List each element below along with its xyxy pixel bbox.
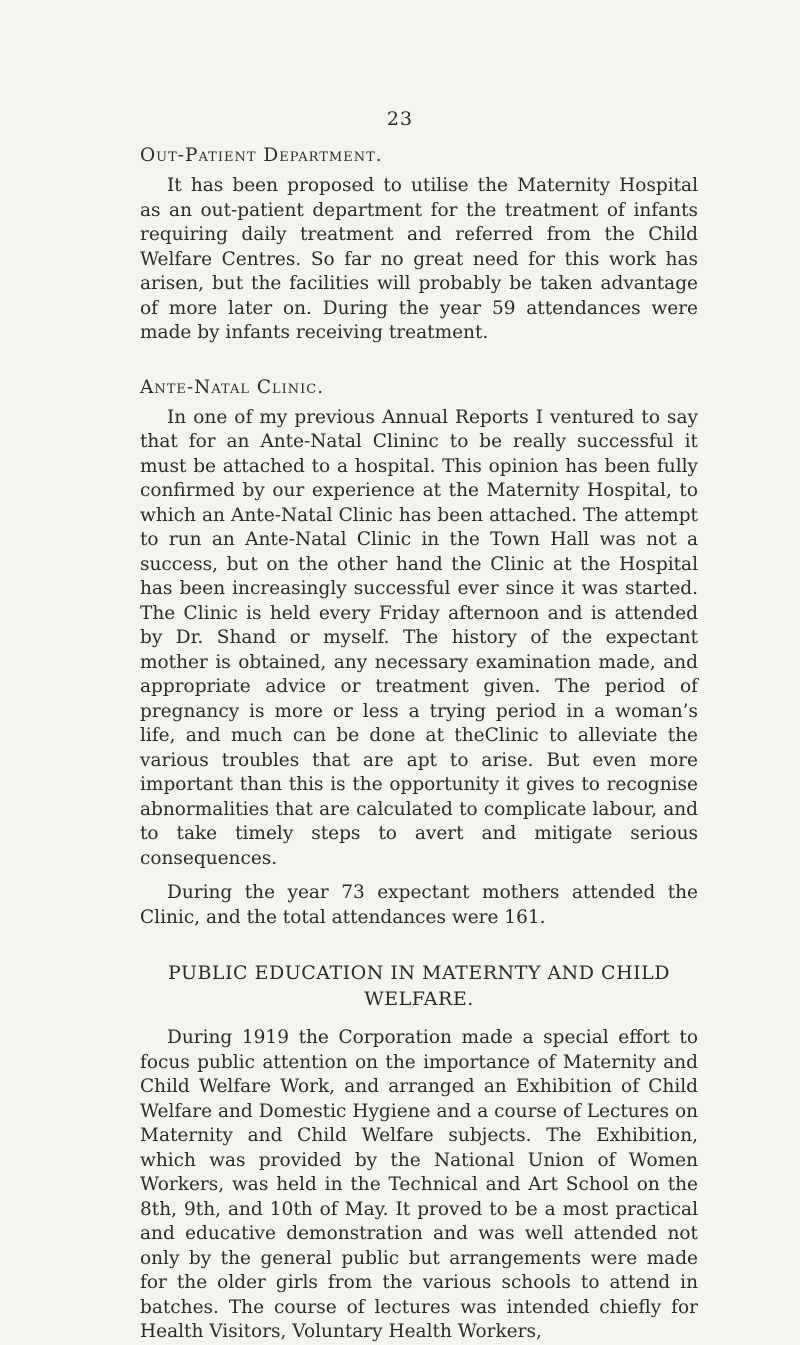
- paragraph: During the year 73 expectant mothers attended the Clinic, and the total attendances were 161.: [140, 882, 698, 928]
- section-ante-natal: [140, 374, 698, 931]
- paragraph: It has been proposed to utilise the Maternity Hospital as an out-patient department for the treatment of infants requiring daily treatment and referred from the Child Welfare Centres. So far no great need for this work has arisen, but the facilities will probably be taken advantage of more later on. During the year 59 attendances were made by infants receiving treatment.: [140, 175, 698, 343]
- page-number: 23: [386, 108, 414, 130]
- paragraph: In one of my previous Annual Reports I ventured to say that for an Ante-Natal Clininc to be really successful it must be attached to a hospital. This opinion has been fully confirmed by our experience at the Maternity Hospital, to which an Ante-Natal Clinic has been attached. The attempt to run an Ante-Natal Clinic in the Town Hall was not a success, but on the other hand the Clinic at the Hospital has been increasingly successful ever since it was started. The Clinic is held every Friday afternoon and is attended by Dr. Shand or myself. The history of the expectant mother is obtained, any necessary examination made, and appropriate advice or treatment given. The period of pregnancy is more or less a trying period in a woman’s life, and much can be done at theClinic to alleviate the various troubles that are apt to arise. But even more important than this is the opportunity it gives to recognise abnormalities that are calculated to complicate labour, and to take timely steps to avert and mitigate serious consequences.: [140, 406, 698, 869]
- spacer: [140, 871, 698, 881]
- section-heading: PUBLIC EDUCATION IN MATERNTY AND CHILD WELFARE.: [168, 962, 670, 1010]
- section-heading: Ante-Natal Clinic.: [140, 376, 325, 398]
- section-heading: Out-Patient Department.: [140, 145, 383, 166]
- section-out-patient: [140, 142, 698, 346]
- section-public-education: [140, 960, 698, 1345]
- spacer: [140, 930, 698, 960]
- paragraph: During 1919 the Corporation made a special effort to focus public attention on the importance of Maternity and Child Welfare Work, and arranged an Exhibition of Child Welfare and Domestic Hygiene and a course of Lectures on Maternity and Child Welfare subjects. The Exhibition, which was provided by the National Union of Women Workers, was held in the Technical and Art School on the 8th, 9th, and 10th of May. It proved to be a most practical and educative demonstration and was well attended not only by the general public but arrangements were made for the older girls from the various schools to attend in batches. The course of lectures was intended chiefly for Health Visitors, Voluntary Health Workers,: [140, 1027, 698, 1342]
- spacer: [140, 346, 698, 374]
- page-content: [140, 142, 698, 1345]
